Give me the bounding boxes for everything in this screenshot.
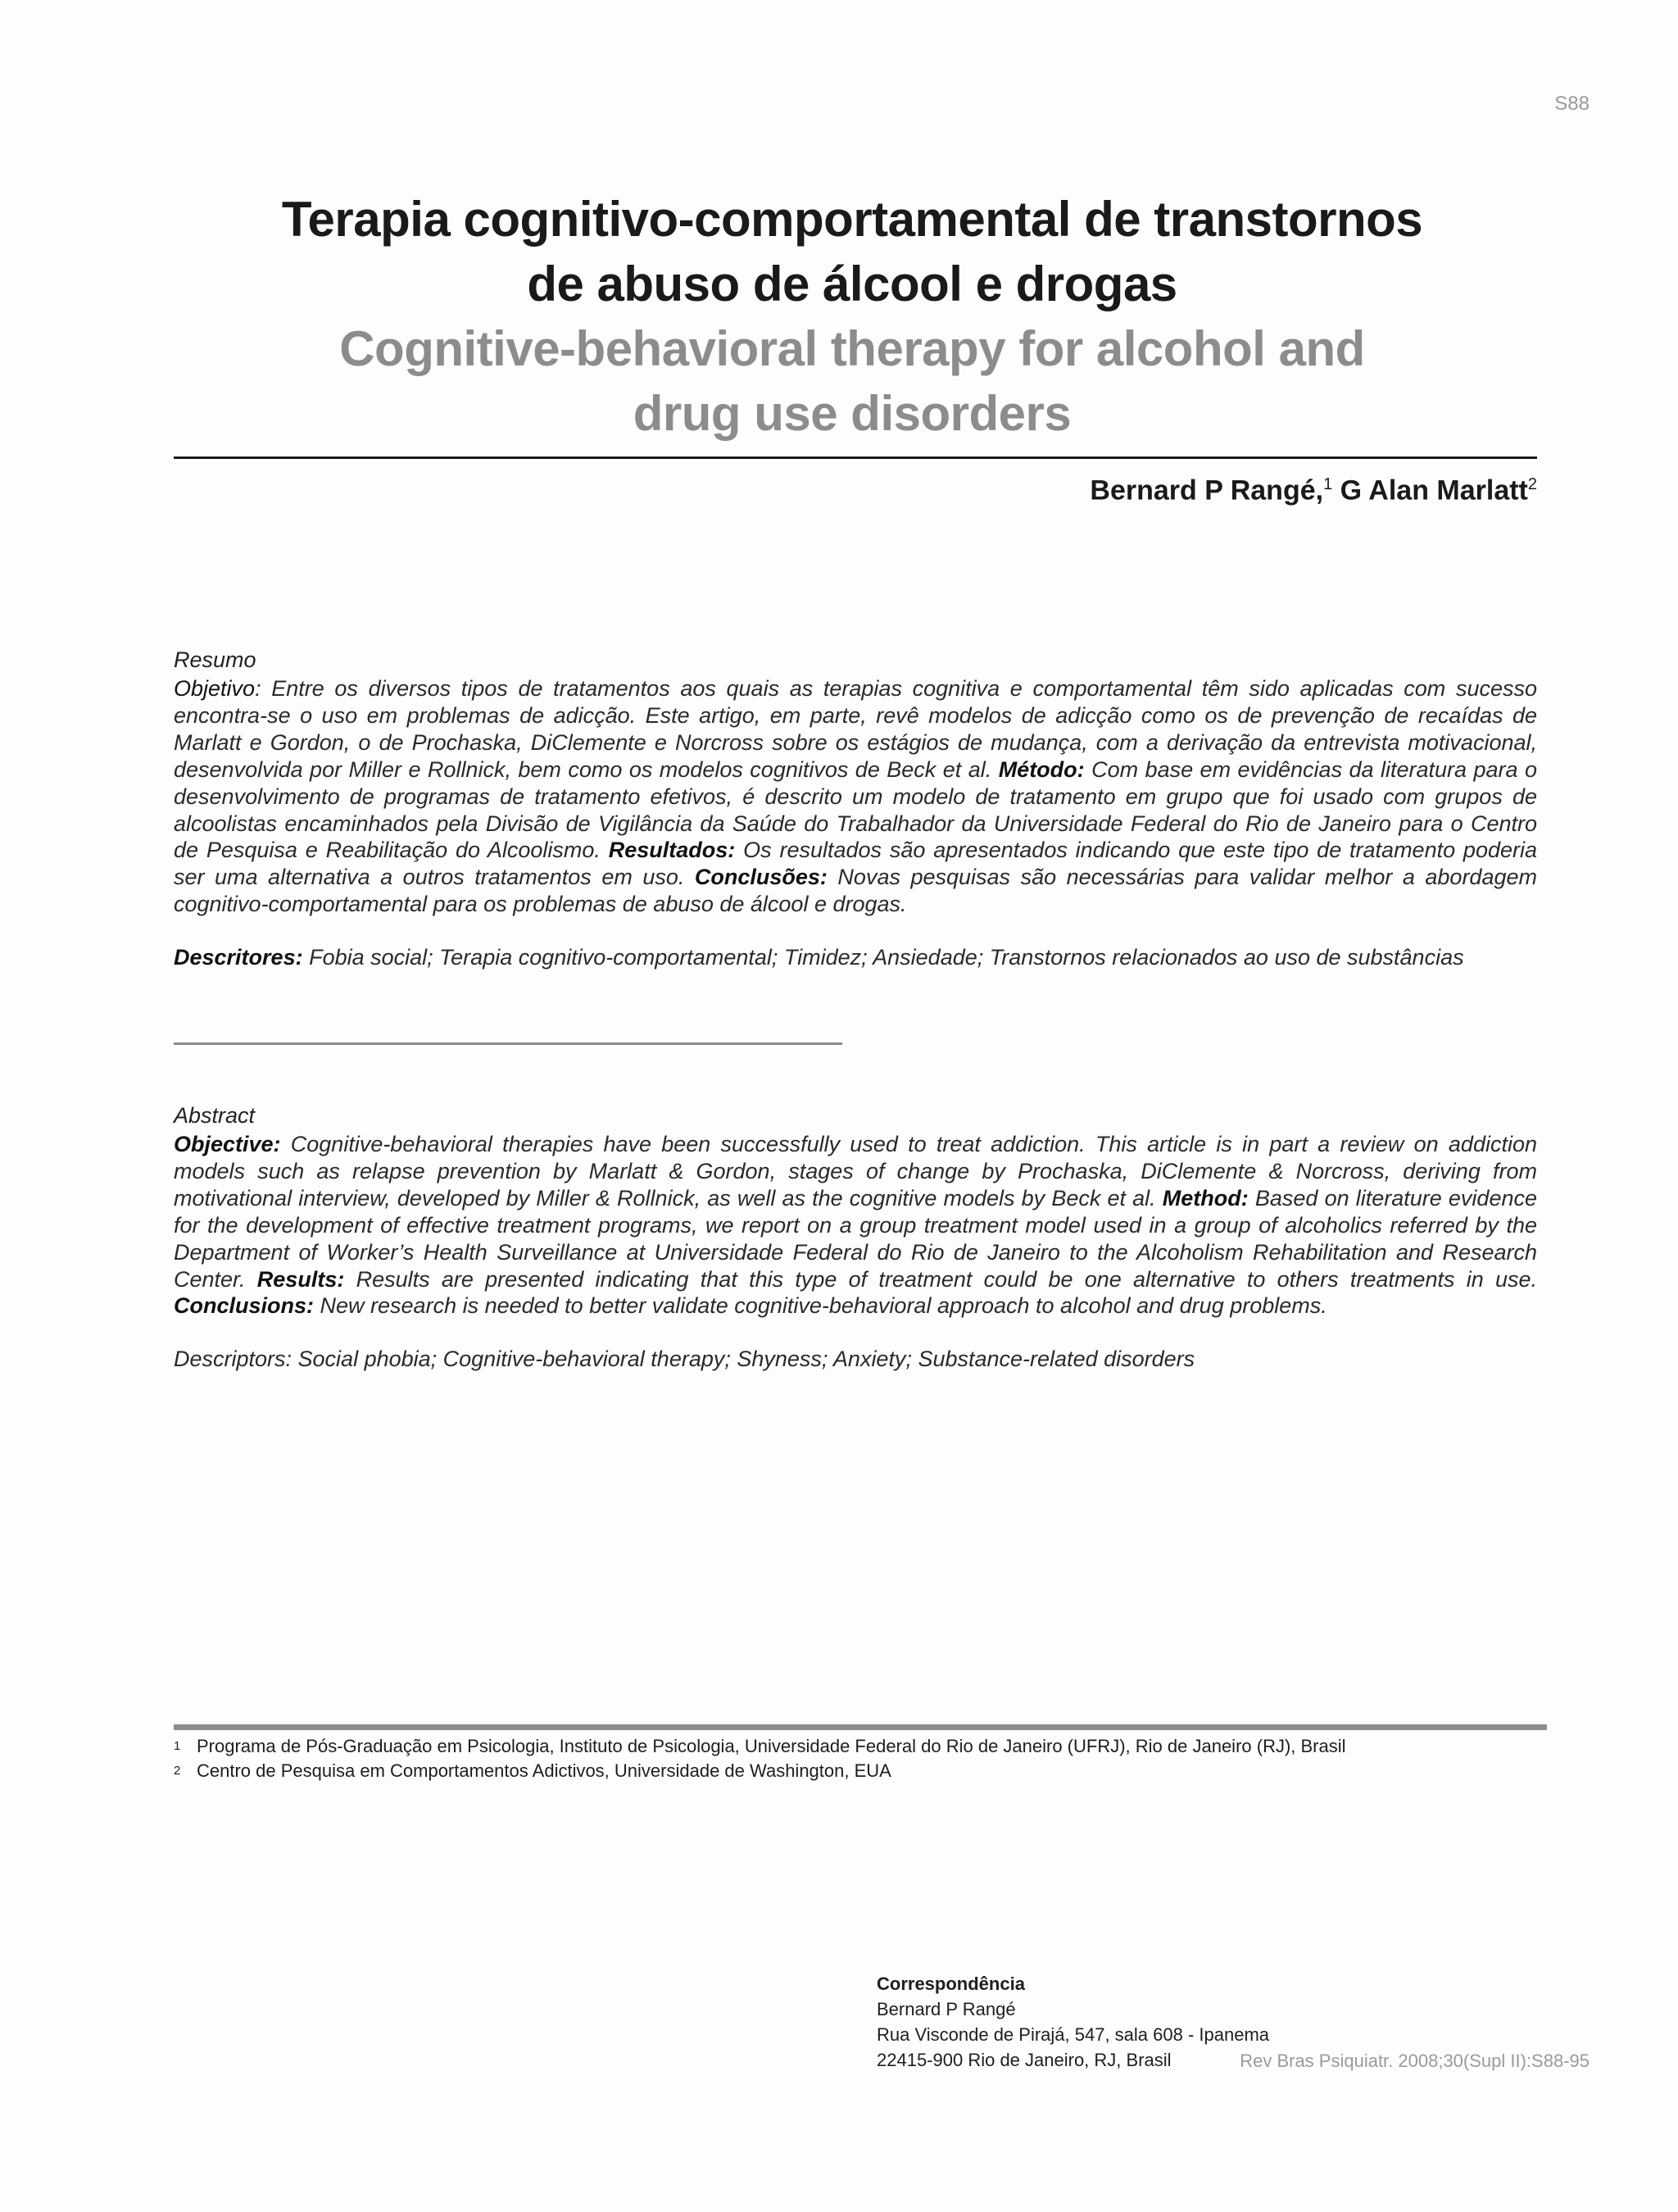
- abstract-heading: Abstract: [174, 1103, 256, 1128]
- affiliation-2: [174, 1759, 1567, 1783]
- author-2-name: G Alan Marlatt: [1332, 475, 1528, 506]
- descritores-label: Descritores:: [174, 945, 303, 970]
- correspondence-address-line-2: 22415-900 Rio de Janeiro, RJ, Brasil: [877, 2050, 1172, 2070]
- affiliation-1-mark: 1: [174, 1739, 181, 1753]
- abstract-conclusions-label: Conclusions:: [174, 1293, 315, 1319]
- abstract-results-label: Results:: [256, 1266, 345, 1292]
- author-2-affiliation-mark: 2: [1527, 475, 1537, 493]
- resumo-body: [174, 675, 1537, 918]
- abstract-method-label: Method:: [1162, 1185, 1249, 1210]
- author-list: [737, 464, 1537, 511]
- title-portuguese-line-1: Terapia cognitivo-comportamental de transtornos: [281, 192, 1423, 247]
- resumo-conclusoes-label: Conclusões:: [694, 865, 828, 890]
- footnote-divider: [174, 1724, 1547, 1730]
- correspondence-heading: Correspondência: [877, 1974, 1025, 1994]
- resumo-objetivo-label: Objetivo: [174, 676, 256, 701]
- descriptors-label: Descriptors: [174, 1347, 286, 1371]
- journal-citation: Rev Bras Psiquiatr. 2008;30(Supl II):S88-95: [1240, 2051, 1590, 2071]
- resumo-conclusoes-text: Novas pesquisas são necessárias para validar melhor a abordagem cognitivo-comportamental para os problemas de abuso de álcool e drogas.: [174, 865, 1537, 917]
- resumo-heading: Resumo: [174, 647, 256, 672]
- abstract-conclusions-text: New research is needed to better validate cognitive-behavioral approach to alcohol and drug problems.: [314, 1293, 1327, 1319]
- correspondence-name: Bernard P Rangé: [877, 1999, 1016, 2019]
- abstract-method-text: Based on literature evidence for the development of effective treatment programs, we report on a group treatment model used in a group of alcoholics referred by the Department of Worker’s Health Surveillance at Universidade Federal do Rio de Janeiro to the Alcoholism Rehabilitation and Research Center.: [174, 1185, 1537, 1292]
- page-number: S88: [1554, 93, 1590, 115]
- author-1-name: Bernard P Rangé,: [1090, 475, 1324, 506]
- title-divider: [174, 456, 1537, 459]
- resumo-metodo-text: Com base em evidências da literatura para o desenvolvimento de programas de tratamento efetivos, é descrito um modelo de tratamento em grupo que foi usado com grupos de alcoolistas encaminhados pela Divisão de Vigilância da Saúde do Trabalhador da Universidade Federal do Rio de Janeiro para o Centro de Pesquisa e Reabilitação do Alcoolismo.: [174, 756, 1537, 863]
- affiliation-1-text: Programa de Pós-Graduação em Psicologia, Instituto de Psicologia, Universidade Federal do Rio de Janeiro (UFRJ), Rio de Janeiro (RJ), Brasil: [197, 1736, 1346, 1756]
- affiliation-1: [174, 1734, 1567, 1759]
- resumo-objetivo-text: : Entre os diversos tipos de tratamentos aos quais as terapias cognitiva e comportamental têm sido aplicadas com sucesso encontra-se o uso em problemas de adicção. Este artigo, em parte, revê modelos de adicção como os de prevenção de recaídas de Marlatt e Gordon, o de Prochaska, DiClemente e Norcross sobre os estágios de mudança, com a derivação da entrevista motivacional, desenvolvida por Miller e Rollnick, bem como os modelos cognitivos de Beck et al.: [174, 676, 1537, 782]
- affiliation-2-mark: 2: [174, 1764, 181, 1778]
- abstract-descriptors: [174, 1347, 1567, 1372]
- abstract-body: [174, 1131, 1537, 1319]
- title-english-line-1: Cognitive-behavioral therapy for alcohol and: [339, 321, 1365, 376]
- resumo-resultados-label: Resultados:: [608, 838, 736, 863]
- resumo-metodo-label: Método:: [998, 756, 1085, 782]
- abstract-results-text: Results are presented indicating that this type of treatment could be one alternative to others treatments in use.: [344, 1266, 1537, 1292]
- resumo-resultados-text: Os resultados são apresentados indicando que este tipo de tratamento poderia ser uma alternativa a outros tratamentos em uso.: [174, 838, 1538, 890]
- resumo-descritores: [174, 945, 1567, 970]
- descriptors-text: : Social phobia; Cognitive-behavioral therapy; Shyness; Anxiety; Substance-related disorders: [285, 1347, 1195, 1371]
- title-portuguese-line-2: de abuso de álcool e drogas: [527, 257, 1177, 311]
- descritores-text: Fobia social; Terapia cognitivo-comportamental; Timidez; Ansiedade; Transtornos relacionados ao uso de substâncias: [302, 945, 1464, 970]
- abstract-objective-text: Cognitive-behavioral therapies have been successfully used to treat addiction. This article is in part a review on addiction models such as relapse prevention by Marlatt & Gordon, stages of change by Prochaska, DiClemente & Norcross, deriving from motivational interview, developed by Miller & Rollnick, as well as the cognitive models by Beck et al.: [174, 1132, 1537, 1210]
- author-1-affiliation-mark: 1: [1323, 475, 1333, 493]
- abstract-objective-label: Objective:: [174, 1132, 281, 1156]
- affiliation-2-text: Centro de Pesquisa em Comportamentos Adictivos, Universidade de Washington, EUA: [197, 1760, 891, 1781]
- correspondence-address-line-1: Rua Visconde de Pirajá, 547, sala 608 - Ipanema: [877, 2024, 1270, 2045]
- section-divider: [174, 1042, 842, 1045]
- title-english-line-2: drug use disorders: [633, 386, 1072, 441]
